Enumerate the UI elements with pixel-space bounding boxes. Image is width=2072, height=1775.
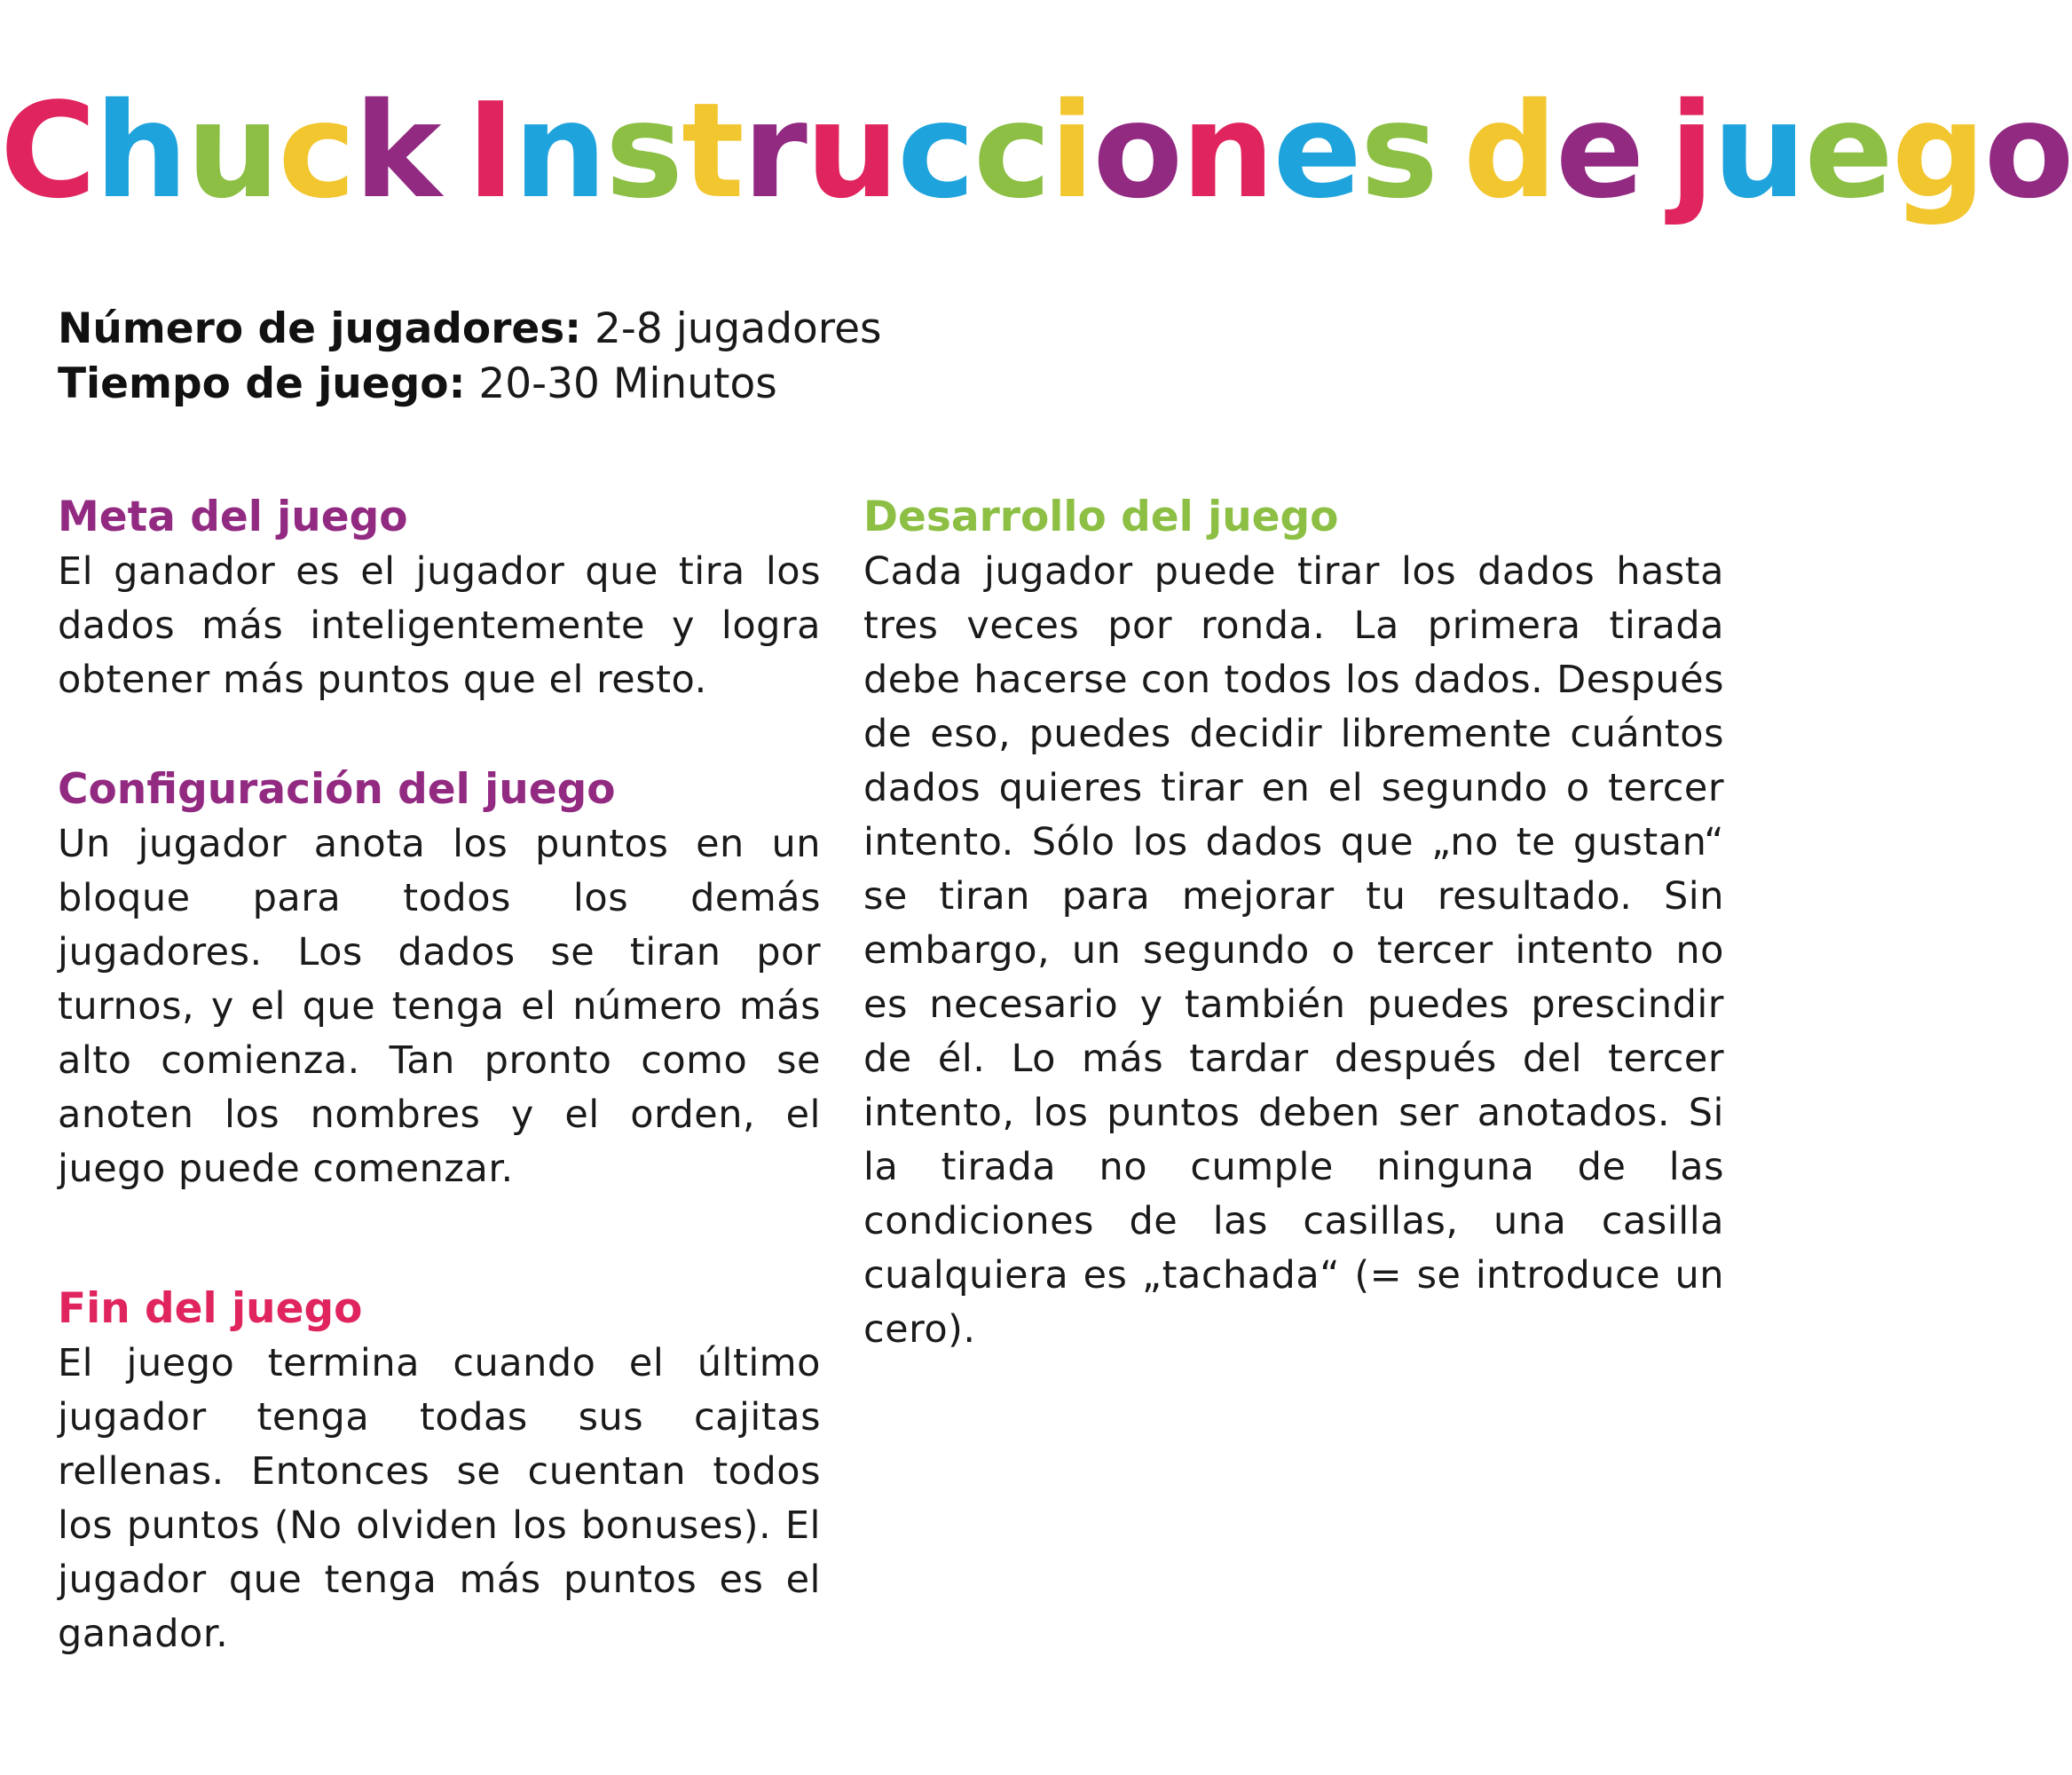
title-letter: s — [1359, 75, 1437, 227]
title-letter: r — [742, 75, 806, 227]
title-space — [1643, 62, 1669, 240]
title-letter: e — [1272, 75, 1360, 227]
title-letter: j — [1669, 75, 1714, 227]
section-meta — [58, 490, 821, 707]
title-letter: o — [1983, 75, 2072, 227]
page-title — [0, 62, 2072, 240]
title-letter: e — [1804, 75, 1892, 227]
title-letter: c — [278, 75, 355, 227]
left-column — [58, 490, 821, 1661]
section-body-meta: El ganador es el jugador que tira los dados más inteligentemente y logra obtener más puntos que el resto. — [58, 549, 821, 702]
section-config — [58, 762, 821, 1196]
section-heading-desarrollo: Desarrollo del juego — [863, 493, 1339, 541]
section-heading-fin: Fin del juego — [58, 1284, 363, 1333]
section-heading-meta: Meta del juego — [58, 493, 408, 541]
title-letter: e — [1555, 75, 1643, 227]
players-value: 2-8 jugadores — [581, 304, 882, 353]
players-label: Número de jugadores: — [58, 304, 582, 353]
section-body-desarrollo: Cada jugador puede tirar los dados hasta tres veces por ronda. La primera tirada debe hacerse con todos los dados. Después de eso, puedes decidir libremente cuántos dados quieres tirar en el segundo o tercer intento. Sólo los dados que „no te gustan“ se tiran para mejorar tu resultado. Sin embargo, un segundo o tercer intento no es necesario y también puedes prescindir de él. Lo más tardar después del tercer intento, los puntos deben ser anotados. Si la tirada no cumple ninguna de las condiciones de las casillas, una casilla cualquiera es „tachada“ (= se introduce un cero). — [863, 549, 1724, 1352]
title-space — [440, 62, 467, 240]
title-letter: o — [1092, 75, 1182, 227]
title-letter: c — [897, 75, 973, 227]
title-letter: n — [1181, 75, 1273, 227]
right-column — [863, 490, 1724, 1357]
time-label: Tiempo de juego: — [58, 359, 466, 408]
time-line — [58, 357, 881, 412]
section-body-fin: El juego termina cuando el último jugador tenga todas sus cajitas rellenas. Entonces se cuentan todos los puntos (No olviden los bonuses). El jugador que tenga más puntos es el ganador. — [58, 1341, 821, 1656]
title-letter: t — [681, 75, 743, 227]
section-heading-config: Configuración del juego — [58, 765, 616, 814]
title-letter: n — [513, 75, 605, 227]
title-letter: d — [1462, 75, 1556, 227]
title-letter: u — [186, 75, 279, 227]
title-letter: s — [605, 75, 682, 227]
game-info — [58, 302, 881, 412]
title-letter: h — [94, 75, 186, 227]
section-body-config: Un jugador anota los puntos en un bloque para todos los demás jugadores. Los dados se tiran por turnos, y el que tenga el número más alto comienza. Tan pronto como se anoten los nombres y el orden, el juego puede comenzar. — [58, 822, 821, 1191]
title-letter: g — [1891, 75, 1984, 227]
time-value: 20-30 Minutos — [465, 359, 777, 408]
title-letter: i — [1049, 75, 1093, 227]
title-letter: k — [354, 75, 440, 227]
title-letter: C — [0, 75, 95, 227]
players-line — [58, 302, 881, 357]
title-letter: u — [1713, 75, 1805, 227]
title-space — [1437, 62, 1463, 240]
section-fin — [58, 1282, 821, 1661]
section-desarrollo — [863, 490, 1724, 1357]
title-letter: I — [466, 75, 514, 227]
title-letter: c — [973, 75, 1050, 227]
title-letter: u — [805, 75, 898, 227]
